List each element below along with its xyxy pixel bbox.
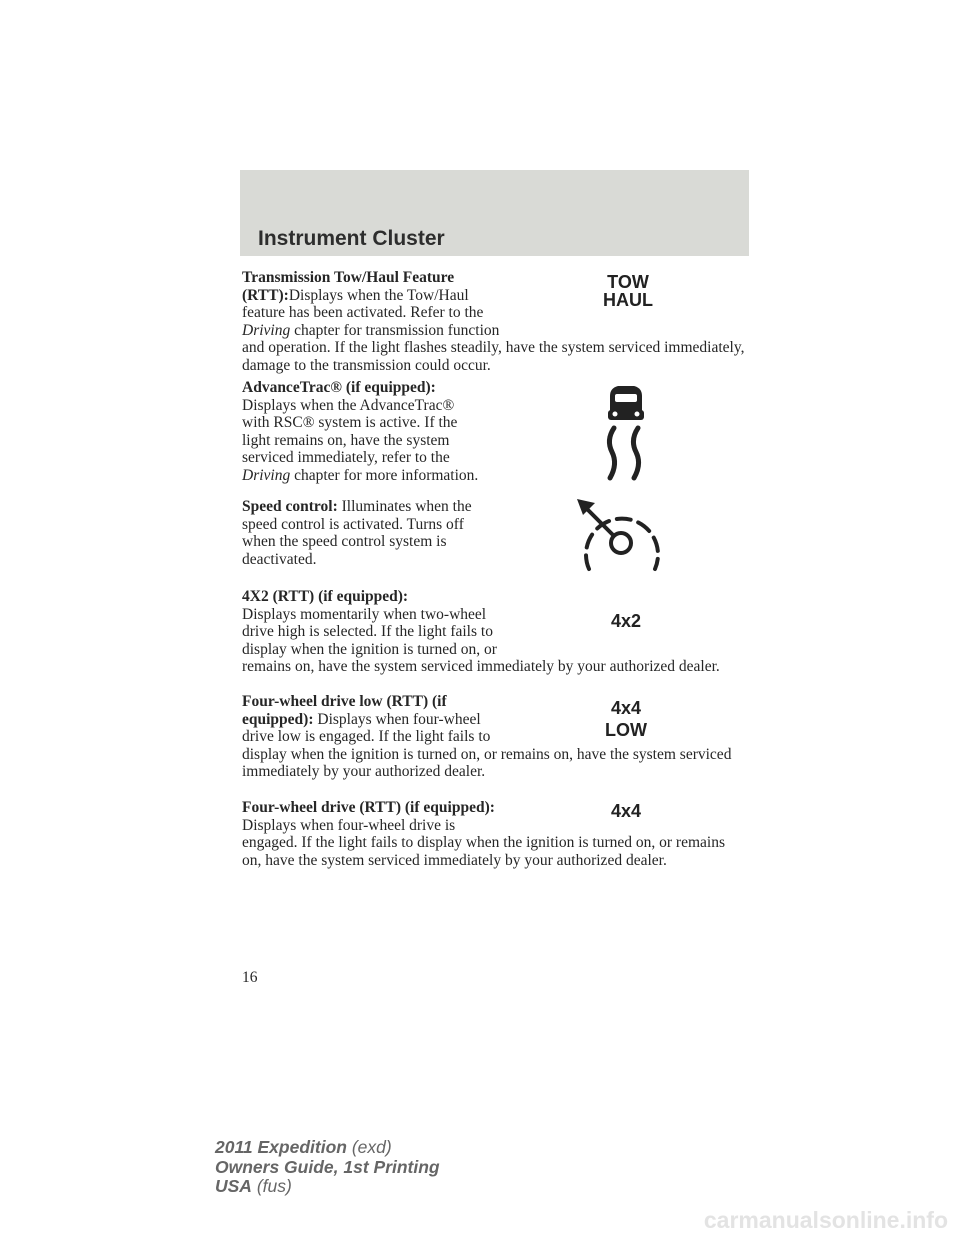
footer-market: USA [215,1176,252,1196]
tow-label: TOW [607,272,649,292]
footer-market-code: (fus) [251,1176,292,1196]
entry-heading: Speed control: [242,498,338,515]
entry-heading: Four-wheel drive (RTT) (if equipped): [242,799,495,816]
entry-text: Displays momentarily when two-wheel drive high is selected. If the light fails to display when the ignition is turned on, or remains on, have the system serviced immediately by your authorized dealer. [242,605,720,675]
page-number: 16 [242,969,258,986]
entry-text: Illuminates when the speed control is activated. Turns off when the speed control system is deactivated. [242,498,472,568]
document-footer [215,1138,440,1197]
entry-text: Displays when the AdvanceTrac® with RSC® system is active. If the light remains on, have the system serviced immediately, refer to the [242,396,458,466]
entry-text-continued: chapter for transmission function and operation. If the light flashes steadily, have the system serviced immediately, damage to the transmission could occur. [242,321,745,374]
entry-text-continued: chapter for more information. [290,466,479,484]
entry-text: Displays when the Tow/Haul feature has been activated. Refer to the [242,286,484,321]
entry-4x2 [242,588,748,676]
footer-edition: Owners Guide, 1st Printing [215,1156,440,1177]
advancetrac-skidding-car-icon [596,380,656,488]
footer-model-code: (exd) [346,1137,392,1157]
entry-tow-haul-paragraph [242,287,748,375]
section-header [240,170,749,256]
entry-reference: Driving [242,321,291,339]
low-label: LOW [605,720,647,740]
entry-heading: Four-wheel drive low (RTT) (if equipped): [242,693,447,728]
tow-haul-icon [598,273,658,309]
entry-heading: Transmission Tow/Haul Feature [242,269,455,286]
4x2-icon: 4x2 [610,611,642,631]
4x4-label: 4x4 [610,698,642,718]
watermark: carmanualsonline.info [703,1207,948,1233]
entry-tow-haul [242,269,748,287]
entry-text: Displays when four-wheel drive low is engaged. If the light fails to display when the ignition is turned on, or remains on, have the system serviced immediately by your authorized dealer. [242,710,732,780]
haul-label: HAUL [603,290,653,310]
4x4-low-icon [594,697,658,741]
entry-heading: AdvanceTrac® (if equipped): [242,379,436,396]
entry-heading: 4X2 (RTT) (if equipped): [242,588,409,605]
entry-text: Displays when four-wheel drive is engaged. If the light fails to display when the ignition is turned on, or remains on, have the system serviced immediately by your authorized dealer. [242,816,725,869]
entry-advancetrac [242,379,748,484]
entry-4x4-low [242,693,748,781]
entry-4x4 [242,799,748,869]
entry-reference: Driving [242,466,291,484]
speed-control-icon [575,495,667,573]
entry-speed-control [242,498,748,568]
footer-model: 2011 Expedition [215,1137,347,1157]
entry-heading-continued: (RTT): [242,286,289,304]
section-title: Instrument Cluster [258,227,445,250]
4x4-icon: 4x4 [610,801,642,821]
